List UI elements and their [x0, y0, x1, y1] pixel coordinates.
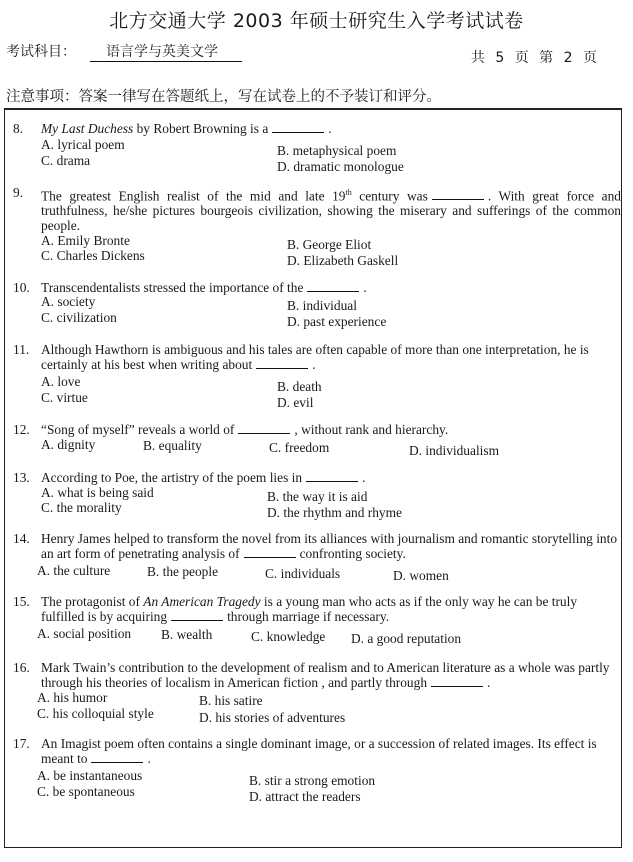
stem: An Imagist poem often contains a single dominant image, or a succession of related images. Its effect is meant to — [41, 736, 597, 766]
option-b: B. the way it is aid — [267, 489, 368, 504]
option-b: B. the people — [147, 564, 219, 579]
answer-blank — [238, 423, 290, 434]
option-c: C. drama — [41, 153, 91, 168]
question-text — [41, 342, 621, 372]
option-a: A. the culture — [37, 563, 111, 578]
question-number: 9. — [13, 185, 24, 200]
question-number: 8. — [13, 121, 24, 136]
question-number: 15. — [13, 594, 30, 609]
option-a: A. his humor — [37, 690, 108, 705]
option-d: D. Elizabeth Gaskell — [287, 253, 399, 268]
stem-end: . — [328, 121, 332, 136]
question-17 — [13, 736, 621, 804]
stem: Although Hawthorn is ambiguous and his tales are often capable of more than one interpretation, he is certainly at his best when writing about — [41, 342, 589, 372]
option-c: C. Charles Dickens — [41, 248, 145, 263]
stem-end: . — [487, 675, 491, 690]
question-text — [41, 660, 621, 690]
question-number: 11. — [13, 342, 30, 357]
question-16 — [13, 660, 621, 725]
subject-row — [6, 41, 242, 62]
stem: is a young man who acts as if the only way he can be truly fulfilled is by acquiring — [41, 594, 578, 624]
option-c: C. be spontaneous — [37, 784, 135, 799]
option-a: A. what is being said — [41, 485, 154, 500]
stem: “Song of myself” reveals a world of — [41, 422, 235, 437]
answer-blank — [244, 547, 296, 558]
option-a: A. lyrical poem — [41, 137, 125, 152]
stem-end: through marriage if necessary. — [227, 609, 390, 624]
option-c: C. civilization — [41, 310, 117, 325]
work-title: My Last Duchess — [41, 121, 134, 136]
option-a: A. dignity — [41, 437, 96, 452]
question-number: 14. — [13, 531, 30, 546]
option-c: C. knowledge — [251, 629, 326, 644]
question-text — [41, 185, 621, 233]
option-d: D. the rhythm and rhyme — [267, 505, 402, 520]
question-number: 12. — [13, 422, 30, 437]
option-d: D. individualism — [409, 443, 500, 458]
question-13 — [13, 470, 621, 520]
option-a: A. be instantaneous — [37, 768, 143, 783]
stem: Transcendentalists stressed the importance of the — [41, 280, 304, 295]
question-text — [41, 736, 621, 766]
question-10 — [13, 280, 621, 329]
option-d: D. his stories of adventures — [199, 710, 346, 725]
option-a: A. social position — [37, 626, 132, 641]
option-c: C. virtue — [41, 390, 88, 405]
stem: . With great force and truthfulness, he/she pictures bourgeois civilization, showing the miserary and sufferings of the common people. — [41, 188, 621, 234]
work-title: An American Tragedy — [143, 594, 261, 609]
option-c: C. freedom — [269, 440, 330, 455]
stem: Mark Twain’s contribution to the development of realism and to American literature as a whole was partly through his theories of localism in American fiction , and partly through — [41, 660, 610, 690]
option-d: D. women — [393, 568, 449, 583]
option-b: B. equality — [143, 438, 202, 453]
answer-blank — [307, 281, 359, 292]
option-d: D. evil — [277, 395, 314, 410]
option-a: A. society — [41, 294, 96, 309]
stem-end: confronting society. — [299, 546, 406, 561]
stem-end: , without rank and hierarchy. — [294, 422, 449, 437]
option-b: B. his satire — [199, 693, 263, 708]
question-8 — [13, 121, 621, 174]
answer-blank — [171, 610, 223, 621]
superscript: th — [345, 188, 352, 197]
option-d: D. past experience — [287, 314, 387, 329]
option-b: B. metaphysical poem — [277, 143, 397, 158]
question-12 — [13, 422, 621, 458]
option-a: A. love — [41, 374, 81, 389]
answer-blank — [256, 358, 308, 369]
answer-blank — [431, 676, 483, 687]
stem-end: . — [362, 470, 366, 485]
option-b: B. death — [277, 379, 322, 394]
question-text — [41, 422, 621, 437]
answer-blank — [91, 752, 143, 763]
subject-value: 语言学与英美文学 — [90, 41, 242, 62]
page-count: 共 5 页 第 2 页 — [470, 50, 597, 66]
option-b: B. wealth — [161, 627, 213, 642]
stem: Henry James helped to transform the novel from its alliances with journalism and romantic storytelling into an art form of penetrating analysis of — [41, 531, 618, 561]
question-text — [41, 280, 621, 295]
option-d: D. attract the readers — [249, 789, 361, 804]
question-text — [41, 470, 621, 485]
option-b: B. individual — [287, 298, 357, 313]
notice: 注意事项：答案一律写在答题纸上，写在试卷上的不予装订和评分。 — [6, 89, 441, 105]
stem: The greatest English realist of the mid and late 19 — [41, 188, 346, 204]
question-number: 16. — [13, 660, 30, 675]
stem-end: . — [363, 280, 367, 295]
option-d: D. dramatic monologue — [277, 159, 404, 174]
question-9 — [13, 185, 621, 268]
stem-end: . — [312, 357, 316, 372]
stem-end: . — [147, 751, 151, 766]
answer-blank — [272, 122, 324, 133]
question-15 — [13, 594, 621, 646]
answer-blank — [306, 471, 358, 482]
option-a: A. Emily Bronte — [41, 233, 130, 248]
question-text — [41, 121, 621, 136]
option-c: C. his colloquial style — [37, 706, 154, 721]
subject-label: 考试科目： — [6, 44, 76, 60]
stem: According to Poe, the artistry of the poem lies in — [41, 470, 303, 485]
question-number: 13. — [13, 470, 30, 485]
option-c: C. individuals — [265, 566, 341, 581]
stem: century was — [351, 188, 428, 204]
option-d: D. a good reputation — [351, 631, 462, 646]
question-14 — [13, 531, 621, 583]
stem: The protagonist of — [41, 594, 144, 609]
question-text — [41, 594, 621, 624]
stem: by Robert Browning is a — [133, 121, 269, 136]
option-b: B. stir a strong emotion — [249, 773, 376, 788]
question-number: 17. — [13, 736, 30, 751]
option-b: B. George Eliot — [287, 237, 372, 252]
question-number: 10. — [13, 280, 30, 295]
question-text — [41, 531, 621, 561]
question-box — [4, 108, 622, 848]
question-11 — [13, 342, 621, 410]
answer-blank — [432, 189, 484, 200]
option-c: C. the morality — [41, 500, 122, 515]
exam-title: 北方交通大学 2003 年硕士研究生入学考试试卷 — [109, 10, 524, 32]
